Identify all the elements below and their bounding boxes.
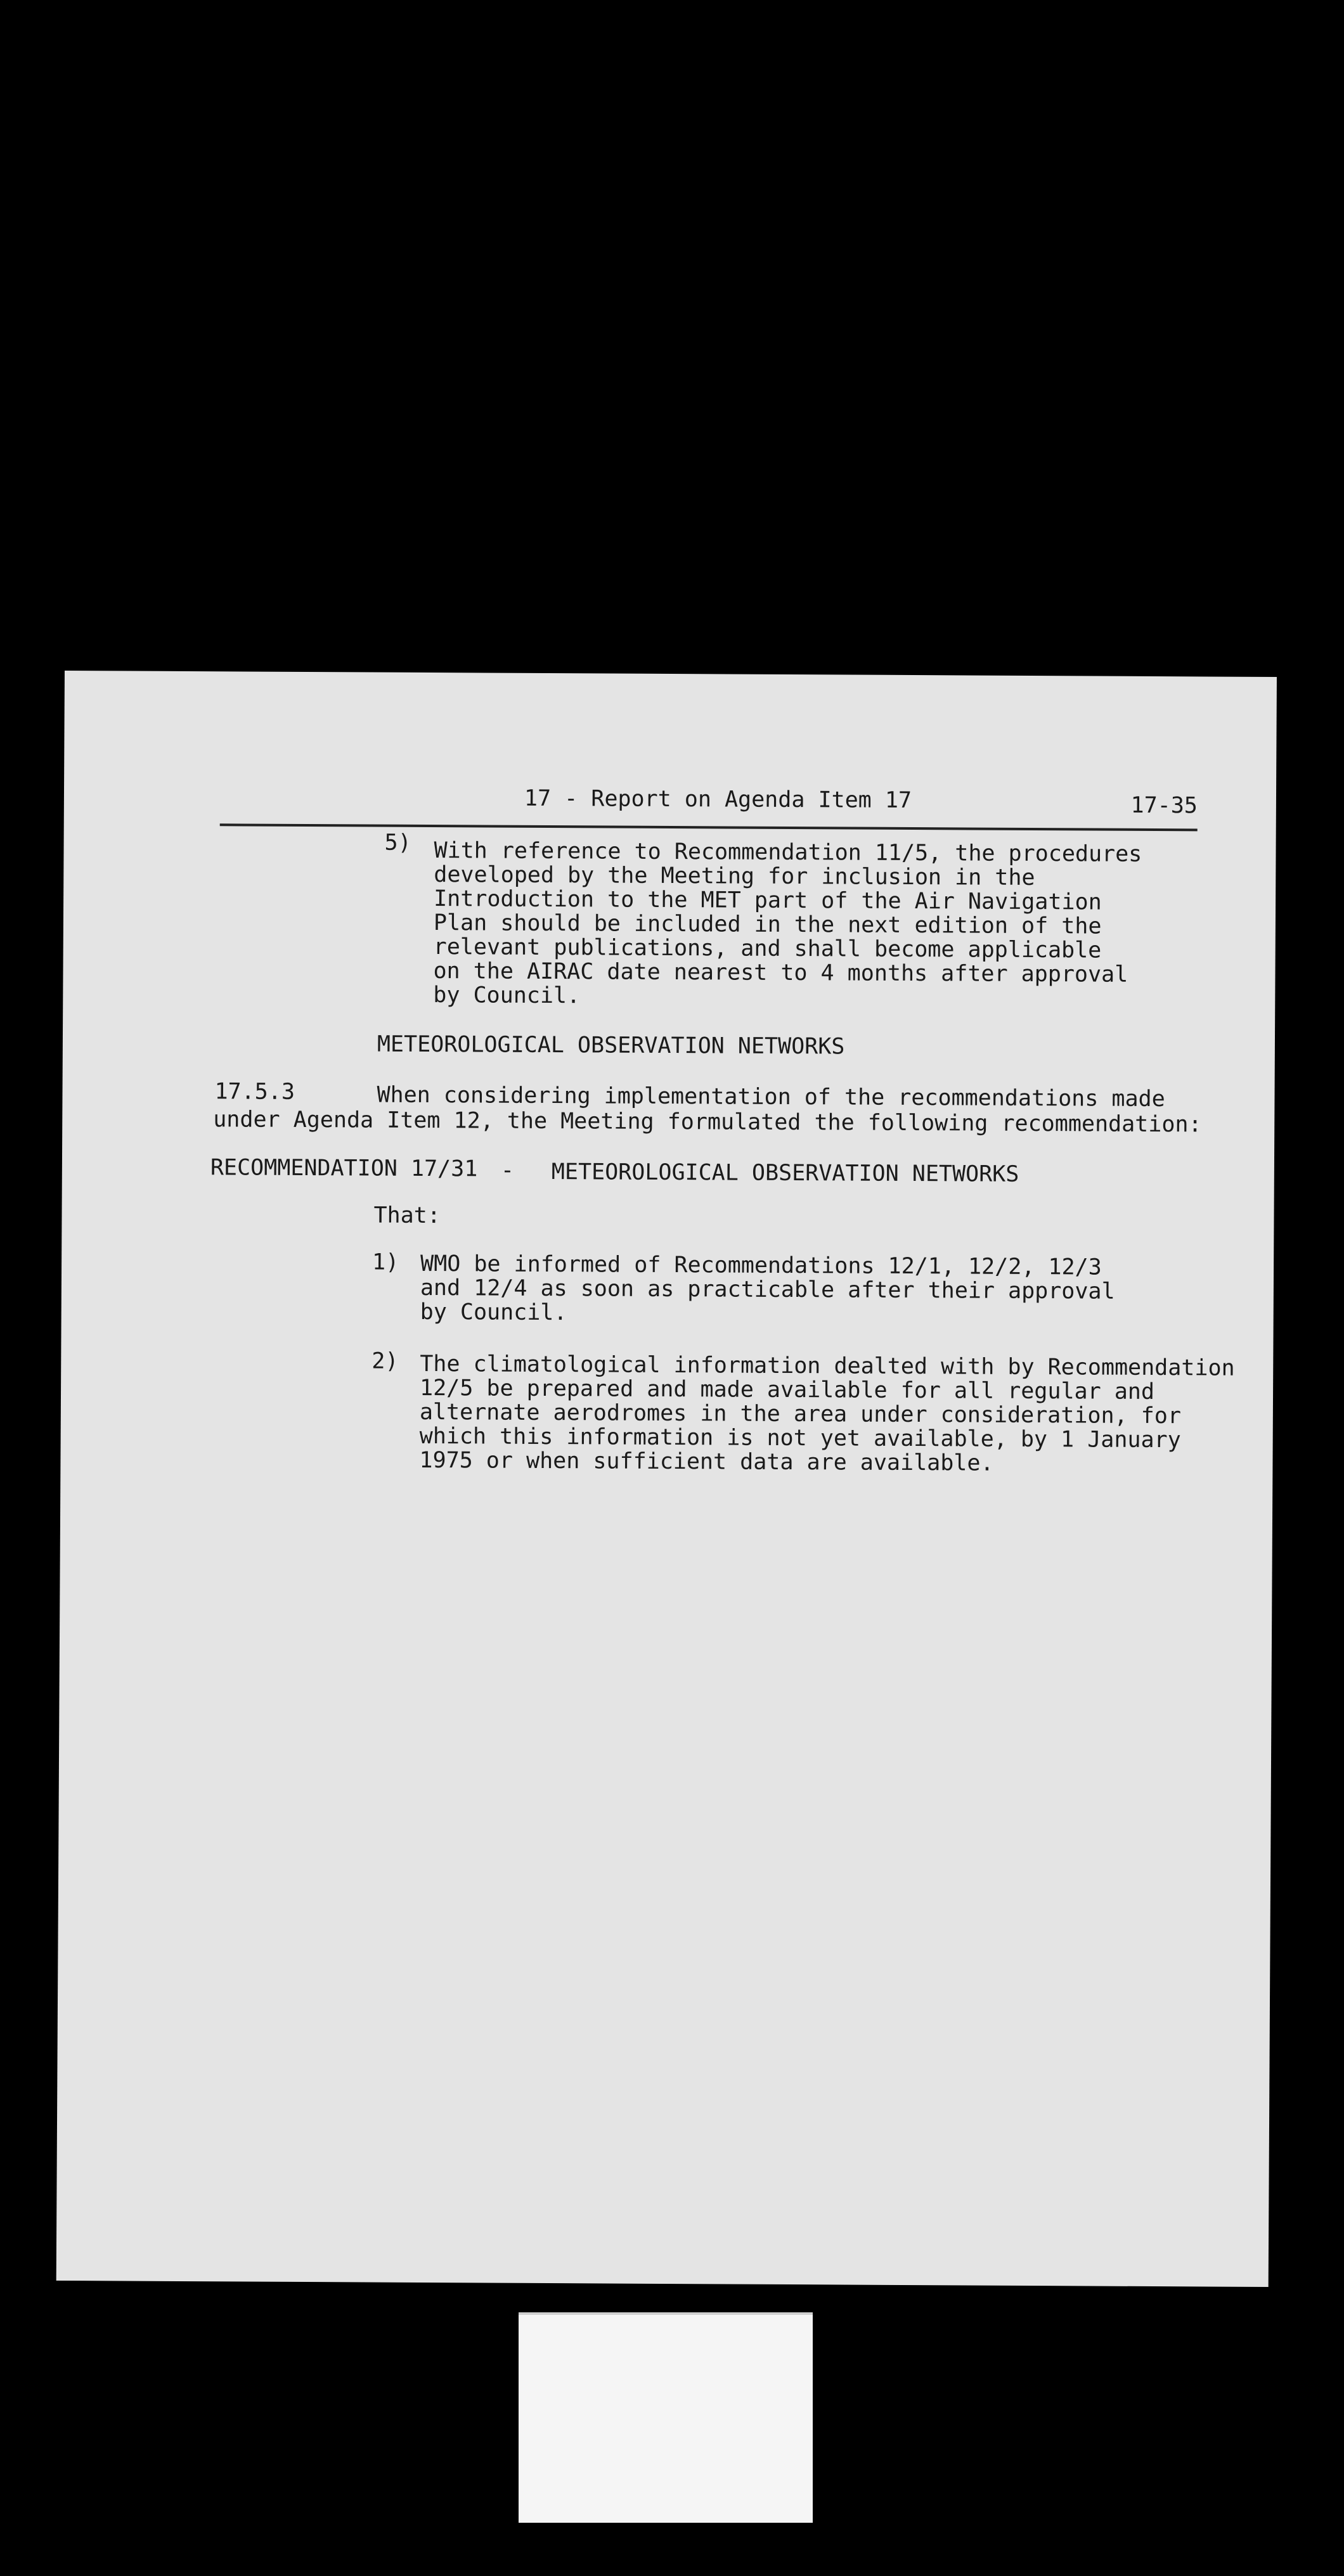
item-1-number: 1) — [372, 1249, 399, 1275]
item-2-line: which this information is not yet available, by 1 January — [419, 1423, 1181, 1453]
item-2-number: 2) — [372, 1348, 399, 1374]
item-5-line: relevant publications, and shall become applicable — [433, 934, 1102, 963]
recommendation-dash: - — [500, 1157, 515, 1183]
item-5-line: Plan should be included in the next edition of the — [433, 910, 1102, 939]
item-1-text — [420, 1252, 1115, 1328]
item-5-line: With reference to Recommendation 11/5, the procedures — [434, 838, 1142, 867]
paragraph-line: When considering implementation of the recommendations made — [377, 1082, 1165, 1112]
item-5-line: on the AIRAC date nearest to 4 months after approval — [433, 958, 1128, 988]
item-2-text — [419, 1352, 1234, 1477]
item-1-line: and 12/4 as soon as practicable after their approval — [420, 1275, 1115, 1304]
item-5-line: by Council. — [433, 982, 581, 1009]
item-2-line: 1975 or when sufficient data are available. — [419, 1447, 994, 1476]
item-5-text — [433, 839, 1142, 1011]
paragraph-number: 17.5.3 — [214, 1079, 295, 1105]
section-heading: METEOROLOGICAL OBSERVATION NETWORKS — [377, 1031, 845, 1060]
page-header — [220, 784, 1198, 831]
paragraph-line: under Agenda Item 12, the Meeting formulated the following recommendation: — [213, 1107, 1202, 1138]
item-1-line: by Council. — [420, 1299, 567, 1326]
item-1-line: WMO be informed of Recommendations 12/1, 12/2, 12/3 — [420, 1251, 1102, 1280]
item-5-line: Introduction to the MET part of the Air Navigation — [434, 886, 1102, 915]
item-2-line: The climatological information dealted with by Recommendation — [420, 1351, 1235, 1381]
item-5-line: developed by the Meeting for inclusion in the — [434, 862, 1035, 891]
film-tab — [519, 2312, 813, 2523]
recommendation-label: RECOMMENDATION 17/31 — [210, 1155, 478, 1182]
that-label: That: — [373, 1202, 441, 1229]
document-page — [56, 671, 1277, 2287]
item-2-line: 12/5 be prepared and made available for all regular and — [419, 1375, 1155, 1405]
header-title: 17 - Report on Agenda Item 17 — [524, 785, 912, 813]
item-5-number: 5) — [384, 830, 411, 856]
recommendation-title: METEOROLOGICAL OBSERVATION NETWORKS — [551, 1159, 1019, 1187]
page-number: 17-35 — [1130, 792, 1198, 819]
item-2-line: alternate aerodromes in the area under consideration, for — [419, 1399, 1182, 1429]
